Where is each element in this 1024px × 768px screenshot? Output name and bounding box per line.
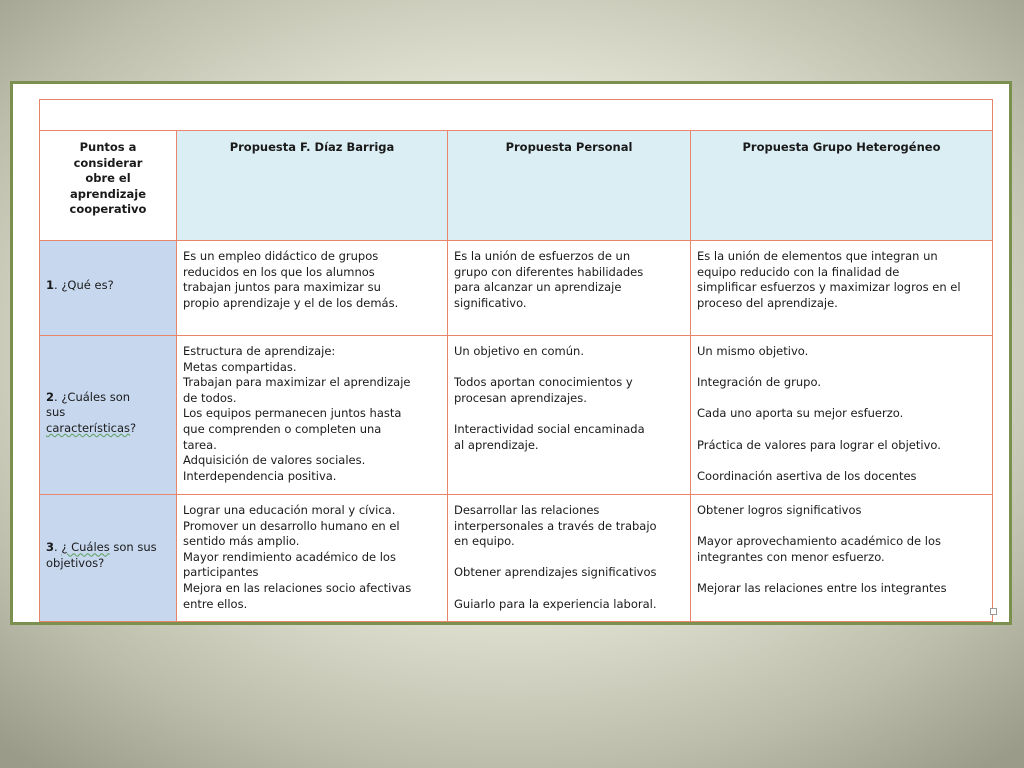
row-label-text-end: ?: [130, 420, 137, 435]
row-label-text: .: [54, 540, 62, 555]
row-number: 1: [46, 278, 55, 293]
cell-grupo: Obtener logros significativos Mayor aprovechamiento académico de los integrantes con menor esfuerzo. Mejorar las relaciones entre los integrantes: [691, 495, 993, 622]
table-empty-cell: [40, 100, 993, 131]
cell-diaz-barriga: Es un empleo didáctico de grupos reducidos en los que los alumnos trabajan juntos para maximizar su propio aprendizaje y el de los demás.: [177, 241, 448, 336]
cell-grupo: Es la unión de elementos que integran un equipo reducido con la finalidad de simplificar esfuerzos y maximizar logros en el proceso del aprendizaje.: [691, 241, 993, 336]
row-number: 3: [46, 540, 55, 555]
table-row: [40, 495, 993, 622]
resize-handle-icon: [990, 608, 997, 615]
header-diaz-barriga: Propuesta F. Díaz Barriga: [177, 131, 448, 241]
table-empty-row: [40, 100, 993, 131]
comparison-table: [39, 99, 993, 622]
row-label-text-end: son sus objetivos?: [46, 540, 157, 570]
row-label-objetivos: [40, 495, 177, 622]
row-label-spellcheck-word: ¿ Cuáles: [61, 540, 110, 555]
cell-personal: Un objetivo en común. Todos aportan conocimientos y procesan aprendizajes. Interactividad social encaminada al aprendizaje.: [448, 336, 691, 495]
row-number: 2: [46, 389, 55, 404]
cell-personal: Es la unión de esfuerzos de un grupo con diferentes habilidades para alcanzar un aprendizaje significativo.: [448, 241, 691, 336]
cell-grupo: Un mismo objetivo. Integración de grupo. Cada uno aporta su mejor esfuerzo. Práctica de valores para lograr el objetivo. Coordinación asertiva de los docentes: [691, 336, 993, 495]
row-label-text: . ¿Cuáles son sus: [46, 389, 131, 420]
table-header-row: [40, 131, 993, 241]
table-row: [40, 241, 993, 336]
header-points: Puntos a considerar obre el aprendizaje cooperativo: [40, 131, 177, 241]
row-label-que-es: [40, 241, 177, 336]
table-row: [40, 336, 993, 495]
header-personal: Propuesta Personal: [448, 131, 691, 241]
row-label-spellcheck-word: características: [46, 420, 131, 435]
row-label-caracteristicas: [40, 336, 177, 495]
slide-frame: [10, 81, 1012, 625]
row-label-text: . ¿Qué es?: [54, 278, 114, 293]
header-grupo: Propuesta Grupo Heterogéneo: [691, 131, 993, 241]
cell-personal: Desarrollar las relaciones interpersonales a través de trabajo en equipo. Obtener aprendizajes significativos Guiarlo para la experiencia laboral.: [448, 495, 691, 622]
cell-diaz-barriga: Lograr una educación moral y cívica. Promover un desarrollo humano en el sentido más amplio. Mayor rendimiento académico de los participantes Mejora en las relaciones socio afectivas entre ellos.: [177, 495, 448, 622]
cell-diaz-barriga: Estructura de aprendizaje: Metas compartidas. Trabajan para maximizar el aprendizaje de todos. Los equipos permanecen juntos hasta que comprenden o completen una tarea. Adquisición de valores sociales. Interdependencia positiva.: [177, 336, 448, 495]
